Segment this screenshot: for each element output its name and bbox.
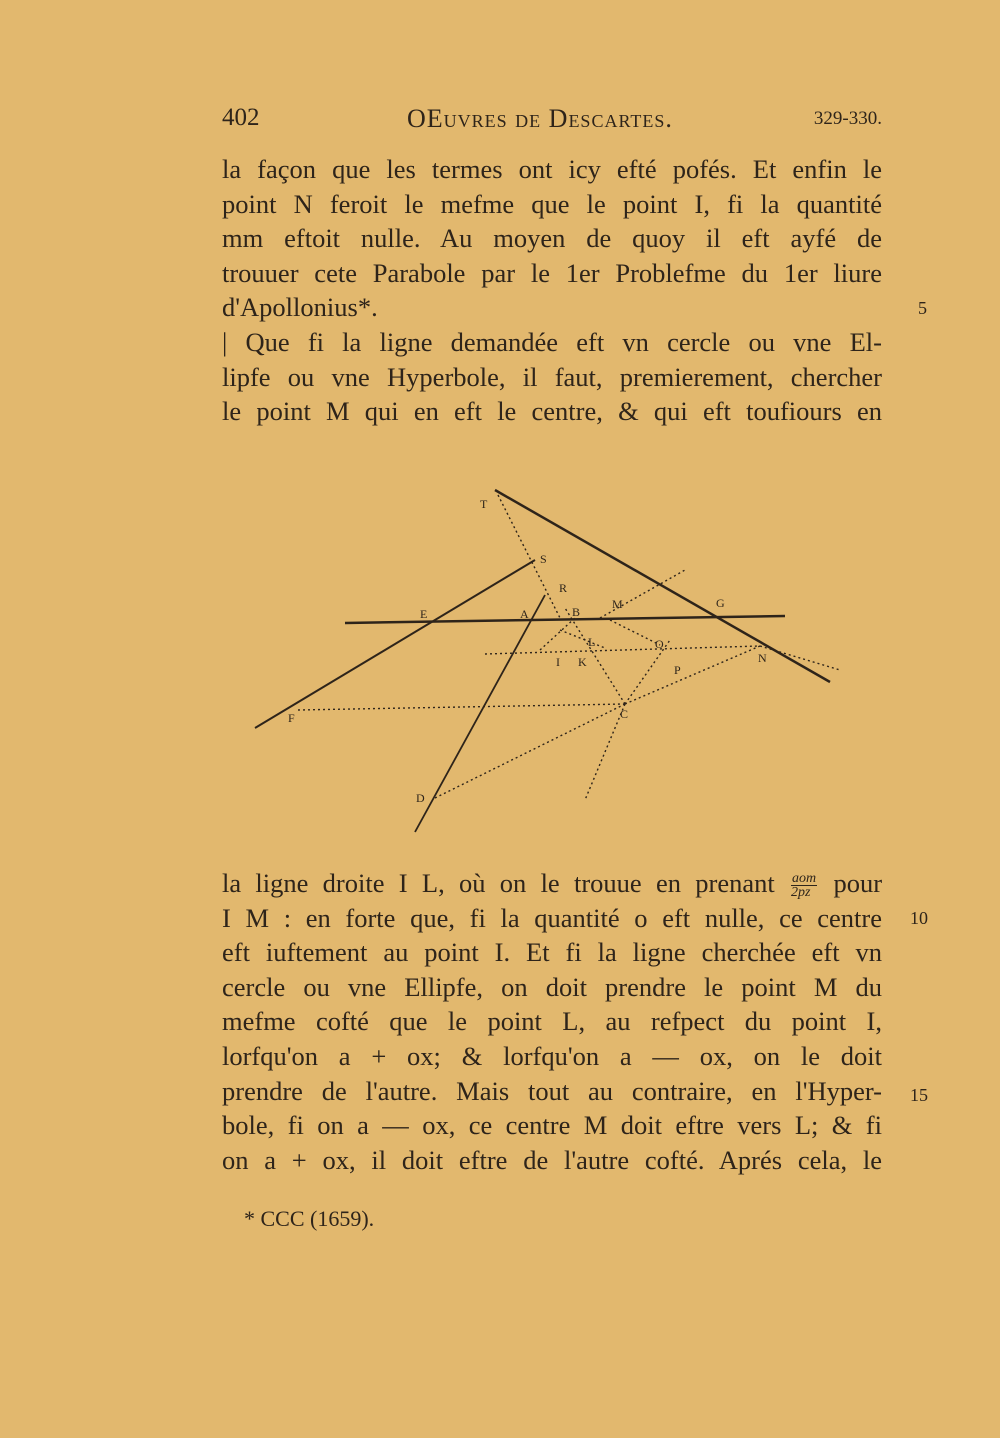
tangent-line-tg — [495, 490, 830, 682]
dotted-c-down — [585, 704, 625, 800]
text-line: I M : en forte que, fi la quantité o eft nulle, ce centre — [222, 902, 882, 933]
label-r: R — [559, 581, 568, 595]
label-n: N — [758, 651, 767, 665]
line-number: 15 — [910, 1085, 928, 1105]
page-reference: 329-330. — [813, 108, 882, 129]
line-number: 10 — [910, 908, 928, 928]
dotted-dc — [435, 704, 625, 798]
footnote: * CCC (1659). — [244, 1206, 375, 1231]
label-k: K — [578, 655, 587, 669]
label-l: L — [588, 635, 596, 649]
figure-svg — [240, 470, 860, 850]
text-line: point N feroit le mefme que le point I, fi la quantité — [222, 188, 882, 219]
label-a: A — [520, 607, 529, 621]
text-line: eft iuftement au point I. Et fi la ligne cherchée eft vn — [222, 937, 882, 968]
line-ad — [415, 595, 545, 832]
text-line: mefme cofté que le point L, au refpect du point I, — [222, 1006, 882, 1037]
dotted-tr — [498, 495, 560, 618]
text-line: d'Apollonius*. — [222, 292, 378, 323]
running-header — [222, 104, 882, 138]
line-fs — [255, 560, 535, 728]
text-line: lipfe ou vne Hyperbole, il faut, premierement, chercher — [222, 361, 882, 392]
label-e: E — [420, 607, 428, 621]
text-line: cercle ou vne Ellipfe, on doit prendre le point M du — [222, 971, 882, 1002]
text-line: la façon que les termes ont icy efté pofés. Et enfin le — [222, 154, 882, 184]
text-line: bole, fi on a — ox, ce centre M doit eftre vers L; & fi — [222, 1110, 882, 1141]
label-g: G — [716, 596, 725, 610]
label-o: O — [655, 637, 664, 651]
dotted-lk — [560, 630, 605, 648]
label-f: F — [288, 711, 295, 725]
line-number: 5 — [918, 298, 927, 318]
text-line: le point M qui en eft le centre, & qui eft toufiours en — [222, 396, 882, 427]
label-m: M — [612, 597, 623, 611]
text-line: prendre de l'autre. Mais tout au contraire, en l'Hyper- — [222, 1075, 882, 1106]
text-line: lorfqu'on a + ox; & lorfqu'on a — ox, on le doit — [222, 1040, 882, 1071]
fraction: $\frac{\text{aom}}{2pz}$ — [791, 871, 817, 901]
text-line: on a + ox, il doit eftre de l'autre cofté. Aprés cela, le — [222, 1144, 882, 1175]
label-p: P — [674, 663, 681, 677]
dotted-mo — [610, 620, 660, 645]
text-line: trouuer cete Parabole par le 1er Problefme du 1er liure — [222, 257, 882, 288]
label-c: C — [620, 707, 629, 721]
paragraph-top — [222, 152, 882, 429]
label-t: T — [480, 497, 488, 511]
dotted-fc — [298, 704, 625, 710]
label-s: S — [540, 552, 547, 566]
label-d: D — [416, 791, 425, 805]
label-b: B — [572, 605, 581, 619]
dotted-in — [485, 646, 760, 654]
geometric-figure — [240, 470, 860, 850]
text-line: | Que fi la ligne demandée eft vn cercle ou vne El- — [222, 326, 882, 357]
text-line-with-fraction: la ligne droite I L, où on le trouue en prenant $\frac{\text{aom}}{2pz}$ pour — [222, 868, 883, 901]
label-i: I — [556, 655, 560, 669]
paragraph-bottom — [222, 866, 882, 1177]
text-line: mm eftoit nulle. Au moyen de quoy il eft ayfé de — [222, 223, 882, 254]
running-title: OEuvres de Descartes. — [407, 104, 673, 133]
page-number: 402 — [222, 104, 260, 131]
